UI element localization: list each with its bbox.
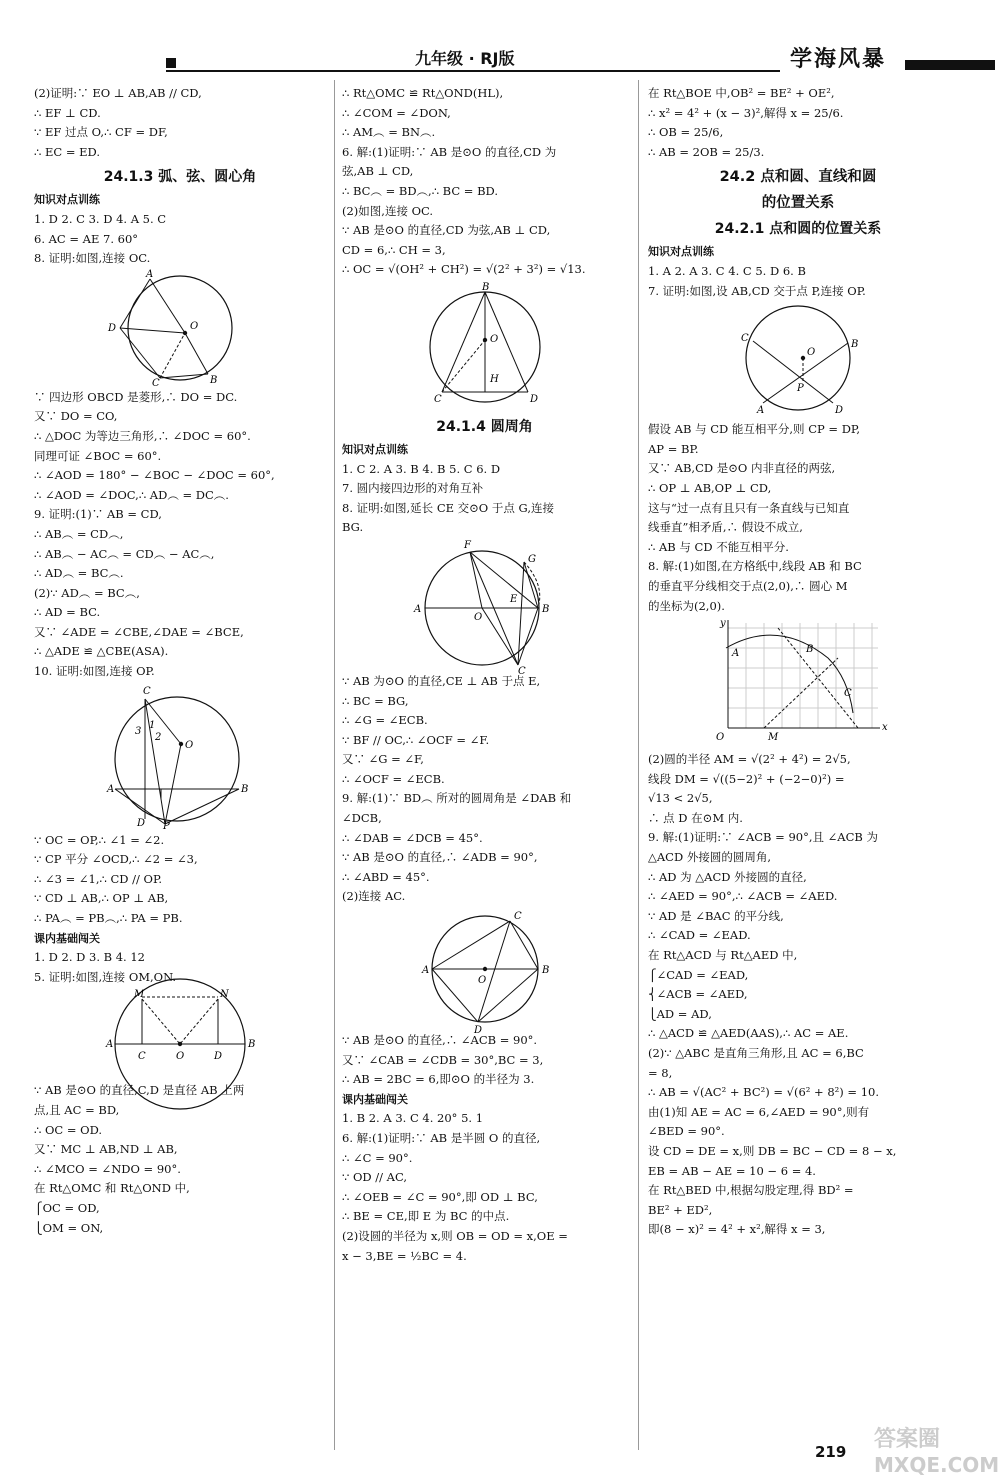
answer-line: ∠BED = 90°.: [648, 1124, 725, 1139]
answer-line: ∴ AD 为 △ACD 外接圆的直径,: [648, 869, 807, 884]
svg-text:A: A: [106, 1039, 114, 1051]
answer-line: ∴ OC = OD.: [34, 1122, 103, 1137]
svg-text:C: C: [152, 377, 160, 389]
answer-line: △ACD 外接圆的圆周角,: [648, 850, 771, 865]
answer-line: 又∵ MC ⊥ AB,ND ⊥ AB,: [34, 1142, 178, 1157]
answer-line: AP = BP.: [648, 441, 699, 456]
answer-line: ∴ OP ⊥ AB,OP ⊥ CD,: [648, 480, 772, 495]
answer-column-3: [648, 84, 948, 1240]
svg-text:2: 2: [155, 731, 162, 743]
svg-text:B: B: [851, 339, 859, 351]
answer-line: ∴ ∠AED = 90°,∴ ∠ACB = ∠AED.: [648, 889, 838, 904]
geometry-figure-f6: [410, 909, 560, 1037]
svg-text:3: 3: [135, 725, 142, 737]
answer-line: ∴ ∠MCO = ∠NDO = 90°.: [34, 1161, 181, 1176]
svg-text:M: M: [134, 989, 145, 1001]
answer-line: ∴ BE = CE,即 E 为 BC 的中点.: [342, 1209, 510, 1224]
answer-line: ∴ ∠OCF = ∠ECB.: [342, 771, 445, 786]
header-brand: 学海风暴: [790, 47, 887, 72]
answer-line: 在 Rt△BOE 中,OB² = BE² + OE²,: [648, 86, 835, 100]
answer-column-2: [342, 84, 627, 1266]
answer-line: ∵ AB 是⊙O 的直径,CD 为弦,AB ⊥ CD,: [342, 223, 551, 238]
answer-line: ⎩AD = AD,: [648, 1006, 712, 1021]
svg-text:G: G: [527, 553, 536, 565]
header-rule: [166, 70, 780, 72]
svg-text:O: O: [489, 333, 498, 345]
answer-line: ∴ OB = 25/6,: [648, 125, 724, 140]
header-bar: [905, 60, 995, 70]
svg-text:O: O: [716, 732, 725, 744]
answer-line: ∴ Rt△OMC ≌ Rt△OND(HL),: [342, 86, 504, 100]
svg-text:P: P: [163, 820, 170, 832]
answer-line: ∴ ∠ABD = 45°.: [342, 869, 430, 884]
answer-line: ∴ ∠OEB = ∠C = 90°,即 OD ⊥ BC,: [342, 1189, 538, 1204]
answer-line: 在 Rt△OMC 和 Rt△OND 中,: [34, 1181, 190, 1196]
svg-text:A: A: [732, 648, 740, 660]
answer-line: 1. D 2. D 3. B 4. 12: [34, 950, 146, 965]
answer-line: ∵ AB 是⊙O 的直径,∴ ∠ADB = 90°,: [342, 850, 538, 865]
svg-text:C: C: [143, 685, 151, 697]
svg-text:O: O: [190, 320, 199, 332]
answer-line: √13 < 2√5,: [648, 791, 713, 806]
svg-text:B: B: [210, 374, 218, 386]
answer-line: ∴ EF ⊥ CD.: [34, 105, 101, 120]
svg-text:O: O: [176, 1051, 185, 1063]
svg-text:C: C: [513, 911, 522, 923]
svg-text:C: C: [433, 393, 442, 405]
answer-line: 8. 证明:如图,连接 OC.: [34, 251, 151, 266]
column-divider: [638, 80, 639, 1450]
geometry-figure-f1: [90, 268, 270, 389]
answer-line: (2)设圆的半径为 x,则 OB = OD = x,OE =: [342, 1228, 568, 1243]
answer-line: ∵ EF 过点 O,∴ CF = DF,: [34, 125, 168, 140]
section-heading: 课内基础闯关: [342, 1092, 408, 1106]
answer-line: (2)连接 AC.: [342, 889, 406, 904]
answer-line: ∵ 四边形 OBCD 是菱形,∴ DO = DC.: [34, 389, 238, 404]
svg-text:A: A: [413, 603, 421, 615]
section-heading: 的位置关系: [761, 195, 835, 212]
answer-line: 同理可证 ∠BOC = 60°.: [34, 448, 162, 463]
svg-text:C: C: [844, 688, 852, 700]
answer-line: 1. C 2. A 3. B 4. B 5. C 6. D: [342, 461, 501, 476]
svg-text:C: C: [517, 665, 526, 677]
answer-line: 又∵ ∠G = ∠F,: [342, 752, 424, 767]
section-heading: 24.2 点和圆、直线和圆: [719, 169, 877, 186]
answer-line: BG.: [342, 520, 364, 535]
answer-line: ∵ AD 是 ∠BAC 的平分线,: [648, 908, 784, 923]
answer-line: ∵ OD // AC,: [342, 1170, 408, 1185]
answer-line: ∴ ∠AOD = ∠DOC,∴ AD︵ = DC︵.: [34, 487, 229, 502]
answer-line: CD = 6,∴ CH = 3,: [342, 242, 446, 257]
svg-text:D: D: [529, 393, 538, 405]
section-heading: 24.1.3 弧、弦、圆心角: [103, 169, 257, 186]
answer-line: ∵ AB 为⊙O 的直径,CE ⊥ AB 于点 E,: [342, 673, 541, 688]
svg-text:N: N: [220, 989, 229, 1001]
answer-line: ∴ △ACD ≌ △AED(AAS),∴ AC = AE.: [648, 1026, 849, 1041]
answer-line: 6. AC = AE 7. 60°: [34, 231, 139, 246]
svg-text:A: A: [421, 965, 429, 977]
answer-line: ∴ AM︵ = BN︵.: [342, 125, 436, 140]
answer-line: ∴ AB 与 CD 不能互相平分.: [648, 539, 789, 554]
svg-text:D: D: [214, 1051, 223, 1063]
geometry-figure-f5: [410, 539, 560, 677]
answer-line: 又∵ ∠ADE = ∠CBE,∠DAE = ∠BCE,: [34, 624, 244, 639]
answer-line: ∴ EC = ED.: [34, 144, 100, 159]
answer-line: ∴ △DOC 为等边三角形,∴ ∠DOC = 60°.: [34, 428, 251, 443]
answer-line: 9. 证明:(1)∵ AB = CD,: [34, 507, 162, 522]
geometry-figure-f8: [708, 618, 888, 748]
svg-text:A: A: [757, 405, 765, 417]
section-heading: 课内基础闯关: [34, 931, 100, 945]
answer-line: 1. D 2. C 3. D 4. A 5. C: [34, 211, 167, 226]
answer-line: ∵ BF // OC,∴ ∠OCF = ∠F.: [342, 732, 490, 747]
svg-text:1: 1: [149, 719, 156, 731]
answer-line: ∴ BC︵ = BD︵,∴ BC = BD.: [342, 183, 499, 198]
answer-line: 9. 解:(1)∵ BD︵ 所对的圆周角是 ∠DAB 和: [342, 791, 572, 806]
page-header: [0, 0, 1000, 78]
svg-text:O: O: [473, 611, 482, 623]
svg-text:y: y: [720, 618, 726, 630]
answer-line: ∴ AD︵ = BC︵.: [34, 566, 124, 581]
answer-line: ∠DCB,: [342, 811, 382, 826]
answer-line: ∴ PA︵ = PB︵,∴ PA = PB.: [34, 911, 183, 926]
section-heading: 24.1.4 圆周角: [436, 418, 533, 435]
section-heading: 24.2.1 点和圆的位置关系: [714, 221, 882, 238]
svg-text:MXQE.COM: MXQE.COM: [874, 1453, 1000, 1477]
answer-line: ⎩OM = ON,: [34, 1220, 104, 1235]
svg-text:O: O: [477, 975, 486, 987]
watermark-logo: [866, 1418, 1000, 1478]
answer-line: ∵ AB 是⊙O 的直径,C,D 是直径 AB 上两: [34, 1083, 245, 1098]
page-number: 219: [815, 1443, 847, 1461]
section-heading: 知识对点训练: [342, 442, 408, 456]
section-heading: 知识对点训练: [34, 193, 100, 207]
geometry-figure-f7: [723, 303, 873, 418]
svg-text:P: P: [797, 383, 804, 395]
answer-line: (2)圆的半径 AM = √(2² + 4²) = 2√5,: [648, 752, 851, 767]
answer-line: (2)证明:∵ EO ⊥ AB,AB // CD,: [34, 86, 202, 100]
svg-text:M: M: [768, 732, 779, 744]
answer-line: ∴ AB︵ − AC︵ = CD︵ − AC︵,: [34, 546, 215, 561]
answer-line: ⎧∠CAD = ∠EAD,: [648, 967, 749, 982]
answer-line: 1. A 2. A 3. C 4. C 5. D 6. B: [648, 263, 806, 278]
answer-line: 线段 DM = √((5−2)² + (−2−0)²) =: [648, 771, 845, 786]
column-divider: [334, 80, 335, 1450]
answer-line: 7. 圆内接四边形的对角互补: [342, 481, 484, 496]
svg-text:O: O: [807, 347, 816, 359]
answer-line: 8. 证明:如图,延长 CE 交⊙O 于点 G,连接: [342, 500, 554, 515]
answer-line: ∴ △ADE ≌ △CBE(ASA).: [34, 644, 169, 659]
geometry-figure-f2: [105, 684, 255, 832]
svg-text:C: C: [138, 1051, 146, 1063]
answer-line: 又∵ AB,CD 是⊙O 内非直径的两弦,: [648, 461, 836, 476]
answer-line: (2)如图,连接 OC.: [342, 203, 434, 218]
answer-line: 5. 证明:如图,连接 OM,ON.: [34, 969, 177, 984]
answer-line: BE² + ED²,: [648, 1202, 713, 1217]
section-heading: 知识对点训练: [648, 245, 714, 259]
answer-line: 点,且 AC = BD,: [34, 1103, 120, 1117]
answer-line: 6. 解:(1)证明:∵ AB 是⊙O 的直径,CD 为: [342, 144, 557, 159]
svg-text:B: B: [541, 965, 549, 977]
answer-line: ∴ ∠AOD = 180° − ∠BOC − ∠DOC = 60°,: [34, 468, 275, 483]
svg-text:C: C: [741, 333, 749, 345]
answer-line: ∴ BC = BG,: [342, 693, 409, 708]
answer-line: ∴ ∠COM = ∠DON,: [342, 105, 451, 120]
answer-line: 在 Rt△BED 中,根据勾股定理,得 BD² =: [648, 1183, 854, 1198]
answer-line: x − 3,BE = ½BC = 4.: [342, 1248, 467, 1263]
answer-line: ∴ ∠3 = ∠1,∴ CD // OP.: [34, 871, 163, 886]
answer-line: 线垂直”相矛盾,∴ 假设不成立,: [648, 520, 803, 535]
svg-text:O: O: [185, 739, 194, 751]
answer-line: ∴ AD = BC.: [34, 605, 101, 620]
header-title: 九年级 · RJ版: [415, 49, 515, 68]
answer-line: ∴ OC = √(OH² + CH²) = √(2² + 3²) = √13.: [342, 262, 586, 277]
geometry-figure-f4: [410, 282, 560, 412]
svg-text:答案圈: 答案圈: [874, 1427, 941, 1452]
svg-text:D: D: [108, 322, 117, 334]
geometry-figure-f3: [90, 989, 270, 1079]
svg-text:D: D: [473, 1025, 482, 1037]
answer-line: ∵ CD ⊥ AB,∴ OP ⊥ AB,: [34, 891, 169, 906]
answer-line: ∴ AB = 2OB = 25/3.: [648, 144, 765, 159]
answer-line: EB = AB − AE = 10 − 6 = 4.: [648, 1163, 816, 1178]
svg-text:D: D: [137, 817, 146, 829]
answer-line: 即(8 − x)² = 4² + x²,解得 x = 3,: [648, 1222, 826, 1237]
svg-text:H: H: [489, 373, 499, 385]
answer-line: ∴ AB︵ = CD︵,: [34, 526, 124, 541]
answer-line: 6. 解:(1)证明:∵ AB 是半圆 O 的直径,: [342, 1131, 541, 1145]
answer-line: ∴ 点 D 在⊙M 内.: [648, 810, 743, 825]
svg-text:B: B: [481, 281, 489, 293]
answer-line: 这与“过一点有且只有一条直线与已知直: [648, 500, 850, 515]
answer-line: 的坐标为(2,0).: [648, 598, 725, 613]
answer-line: 9. 解:(1)证明:∵ ∠ACB = 90°,且 ∠ACB 为: [648, 830, 878, 845]
answer-column-1: [34, 84, 326, 1238]
svg-text:E: E: [509, 593, 517, 605]
svg-text:A: A: [146, 268, 154, 280]
svg-text:F: F: [463, 539, 471, 551]
answer-line: ∴ ∠C = 90°.: [342, 1150, 413, 1165]
answer-line: 又∵ DO = CO,: [34, 409, 118, 424]
svg-text:x: x: [882, 722, 888, 734]
answer-line: 的垂直平分线相交于点(2,0),∴ 圆心 M: [648, 578, 848, 593]
answer-line: ∵ CP 平分 ∠OCD,∴ ∠2 = ∠3,: [34, 852, 198, 867]
answer-line: 8. 解:(1)如图,在方格纸中,线段 AB 和 BC: [648, 559, 862, 574]
svg-text:D: D: [835, 405, 844, 417]
answer-line: ∴ ∠CAD = ∠EAD.: [648, 928, 751, 943]
answer-line: 弦,AB ⊥ CD,: [342, 164, 414, 179]
answer-line: ⎧OC = OD,: [34, 1200, 100, 1215]
answer-line: = 8,: [648, 1065, 673, 1080]
answer-line: ⎨∠ACB = ∠AED,: [648, 987, 748, 1002]
answer-line: ∵ OC = OP,∴ ∠1 = ∠2.: [34, 832, 165, 847]
answer-line: 假设 AB 与 CD 能互相平分,则 CP = DP,: [648, 422, 860, 437]
svg-text:B: B: [806, 644, 814, 656]
answer-line: 10. 证明:如图,连接 OP.: [34, 664, 155, 679]
svg-text:B: B: [248, 1039, 256, 1051]
answer-line: ∵ AB 是⊙O 的直径,∴ ∠ACB = 90°.: [342, 1033, 538, 1048]
answer-line: 设 CD = DE = x,则 DB = BC − CD = 8 − x,: [648, 1143, 897, 1158]
svg-text:B: B: [541, 603, 549, 615]
answer-line: (2)∵ AD︵ = BC︵,: [34, 585, 140, 600]
answer-line: 又∵ ∠CAB = ∠CDB = 30°,BC = 3,: [342, 1052, 544, 1067]
answer-line: 由(1)知 AE = AC = 6,∠AED = 90°,则有: [648, 1104, 870, 1119]
answer-line: 7. 证明:如图,设 AB,CD 交于点 P,连接 OP.: [648, 283, 866, 298]
answer-line: ∴ ∠G = ∠ECB.: [342, 713, 428, 728]
answer-line: 1. B 2. A 3. C 4. 20° 5. 1: [342, 1111, 484, 1126]
svg-text:A: A: [107, 783, 115, 795]
answer-line: ∴ AB = √(AC² + BC²) = √(6² + 8²) = 10.: [648, 1085, 879, 1100]
answer-line: 在 Rt△ACD 与 Rt△AED 中,: [648, 948, 798, 963]
answer-line: ∴ x² = 4² + (x − 3)²,解得 x = 25/6.: [648, 105, 844, 120]
answer-line: ∴ AB = 2BC = 6,即⊙O 的半径为 3.: [342, 1072, 535, 1087]
svg-text:B: B: [241, 783, 249, 795]
answer-line: (2)∵ △ABC 是直角三角形,且 AC = 6,BC: [648, 1046, 864, 1060]
header-square-mark: [166, 58, 176, 68]
answer-line: ∴ ∠DAB = ∠DCB = 45°.: [342, 830, 483, 845]
